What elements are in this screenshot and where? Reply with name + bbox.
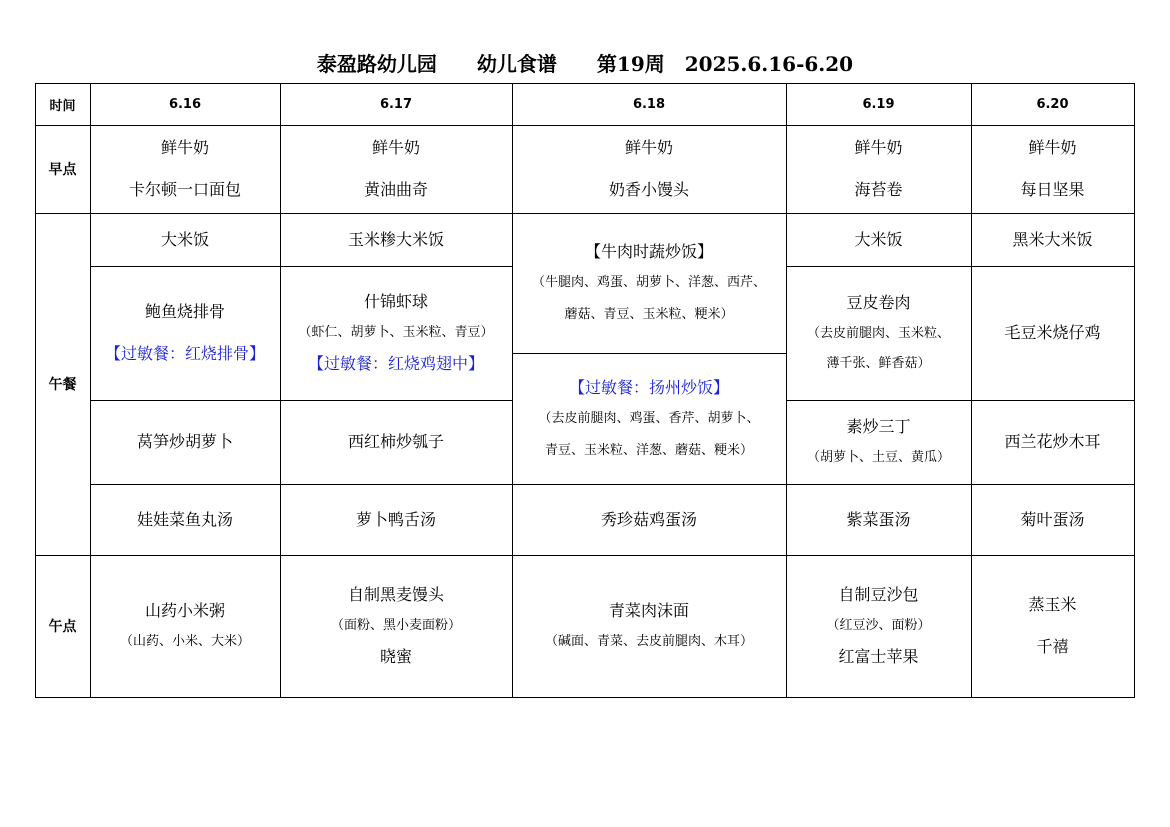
breakfast-cell [90, 125, 280, 213]
snack-extra: 晓蜜 [379, 647, 412, 666]
lunch-main: 豆皮卷肉 [846, 293, 911, 312]
breakfast-drink: 鲜牛奶 [371, 138, 420, 157]
header-day: 6.17 [379, 96, 413, 112]
lunch-main: 什锦虾球 [363, 292, 428, 311]
lunch-main: 鲍鱼烧排骨 [144, 302, 225, 321]
snack-cell [280, 555, 512, 697]
breakfast-drink: 鲜牛奶 [624, 138, 673, 157]
lunch-vegetable: 西兰花炒木耳 [1004, 432, 1101, 451]
lunch-vegetable: 莴笋炒胡萝卜 [136, 432, 233, 451]
lunch-vegetable: 西红柿炒瓠子 [347, 432, 444, 451]
snack-cell [512, 555, 786, 697]
lunch-soup: 菊叶蛋汤 [1020, 509, 1085, 529]
breakfast-food: 海苔卷 [854, 180, 903, 199]
snack-extra: 红富士苹果 [838, 647, 919, 666]
lunch-main: 【牛肉时蔬炒饭】 [584, 242, 713, 261]
page-title: 泰盈路幼儿园 幼儿食谱 第19周 2025.6.16-6.20 [316, 52, 854, 76]
header-time: 时间 [49, 98, 76, 114]
lunch-main-ingredients: （去皮前腿肉、玉米粒、 [806, 326, 950, 341]
lunch-main-ingredients: （虾仁、胡萝卜、玉米粒、青豆） [298, 325, 494, 340]
row-label-lunch: 午餐 [48, 377, 77, 393]
header-day: 6.20 [1036, 96, 1069, 112]
row-label-breakfast: 早点 [48, 162, 77, 178]
allergy-meal: 【过敏餐：扬州炒饭】 [568, 377, 729, 397]
lunch-soup: 萝卜鸭舌汤 [355, 509, 436, 529]
lunch-main-ingredients: 蘑菇、青豆、玉米粒、粳米） [564, 307, 734, 322]
snack-cell [90, 555, 280, 697]
breakfast-cell [786, 125, 971, 213]
breakfast-food: 每日坚果 [1020, 180, 1085, 199]
snack-ingredients: （碱面、青菜、去皮前腿肉、木耳） [544, 634, 753, 649]
breakfast-cell [512, 125, 786, 213]
lunch-main-ingredients: （牛腿肉、鸡蛋、胡萝卜、洋葱、西芹、 [531, 275, 766, 290]
lunch-staple: 黑米大米饭 [1012, 229, 1093, 249]
allergy-meal: 【过敏餐：红烧鸡翅中】 [307, 354, 484, 373]
snack-name: 自制豆沙包 [838, 585, 919, 604]
lunch-staple: 大米饭 [854, 229, 903, 249]
snack-name: 蒸玉米 [1028, 595, 1077, 614]
breakfast-drink: 鲜牛奶 [160, 138, 209, 157]
breakfast-cell [280, 125, 512, 213]
lunch-main-cell [280, 266, 512, 400]
breakfast-cell [971, 125, 1134, 213]
header-day: 6.18 [632, 96, 666, 112]
lunch-main-cell [786, 266, 971, 400]
header-day: 6.16 [168, 96, 202, 112]
allergy-meal-cell [512, 353, 786, 484]
breakfast-drink: 鲜牛奶 [854, 138, 903, 157]
lunch-soup: 秀珍菇鸡蛋汤 [600, 509, 697, 529]
snack-cell [786, 555, 971, 697]
lunch-soup: 娃娃菜鱼丸汤 [136, 509, 233, 529]
header-day: 6.19 [862, 96, 895, 112]
lunch-soup: 紫菜蛋汤 [846, 509, 911, 529]
breakfast-food: 奶香小馒头 [608, 180, 689, 199]
lunch-vegetable-cell [786, 400, 971, 484]
lunch-main-ingredients: 薄千张、鲜香菇） [826, 356, 931, 371]
snack-ingredients: （山药、小米、大米） [119, 634, 250, 649]
lunch-staple: 大米饭 [160, 229, 209, 249]
snack-name: 山药小米粥 [144, 601, 225, 620]
allergy-ingredients: 青豆、玉米粒、洋葱、蘑菇、粳米） [544, 442, 753, 458]
lunch-main-cell [90, 266, 280, 400]
lunch-main: 毛豆米烧仔鸡 [1004, 323, 1101, 342]
allergy-meal: 【过敏餐：红烧排骨】 [104, 344, 265, 363]
snack-ingredients: （面粉、黑小麦面粉） [330, 618, 461, 633]
lunch-main-cell [512, 213, 786, 353]
snack-ingredients: （红豆沙、面粉） [826, 618, 931, 633]
allergy-ingredients: （去皮前腿肉、鸡蛋、香芹、胡萝卜、 [538, 410, 760, 426]
snack-name: 青菜肉沫面 [608, 601, 689, 620]
snack-extra: 千禧 [1036, 637, 1069, 656]
lunch-staple: 玉米糁大米饭 [347, 229, 444, 249]
snack-name: 自制黑麦馒头 [347, 585, 444, 604]
breakfast-drink: 鲜牛奶 [1028, 138, 1077, 157]
snack-cell [971, 555, 1134, 697]
lunch-vegetable-ingredients: （胡萝卜、土豆、黄瓜） [806, 450, 950, 465]
lunch-vegetable: 素炒三丁 [846, 417, 911, 436]
breakfast-food: 卡尔顿一口面包 [128, 180, 241, 199]
row-label-snack: 午点 [48, 619, 77, 635]
breakfast-food: 黄油曲奇 [363, 180, 428, 199]
